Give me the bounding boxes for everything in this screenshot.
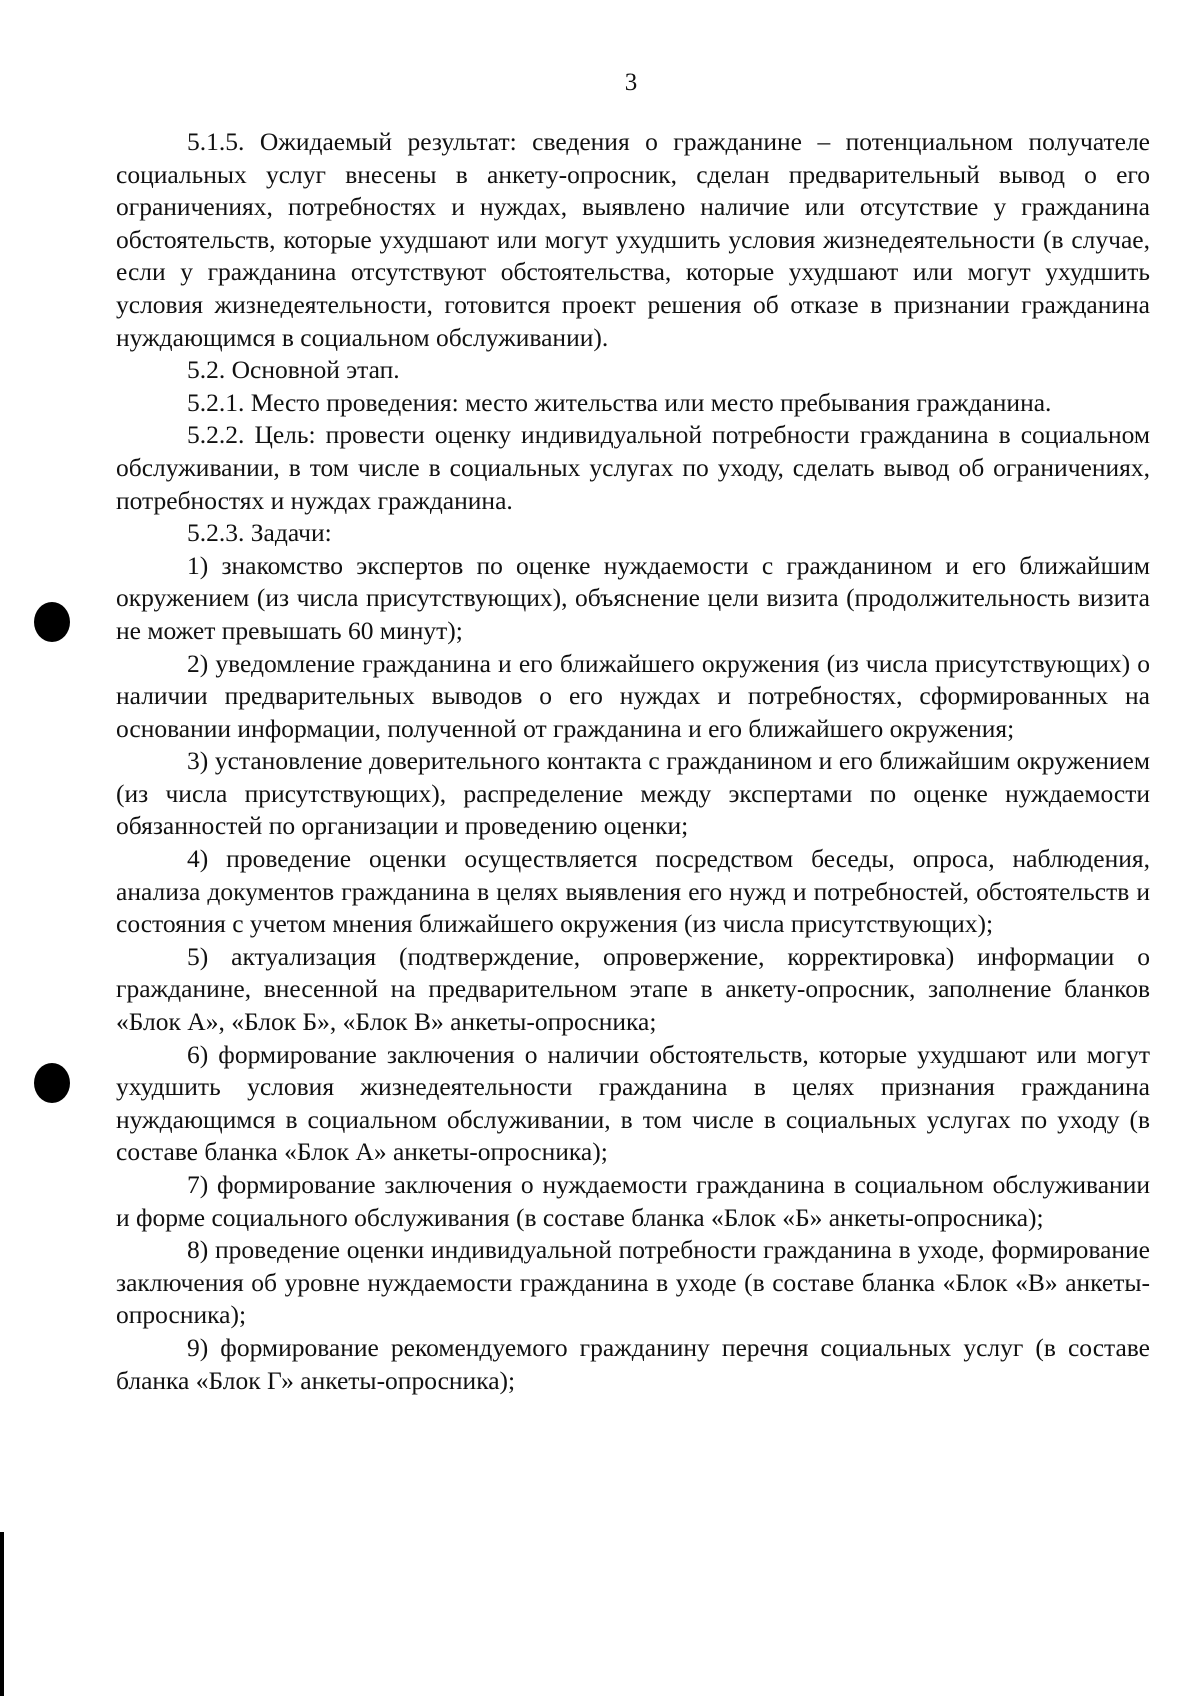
punch-hole-mark — [34, 602, 70, 642]
paragraph-goal: 5.2.2. Цель: провести оценку индивидуальной потребности гражданина в социальном обслуживании, в том числе в социальных услугах по уходу, сделать вывод об ограничениях, потребностях и нуждах гражданина. — [116, 420, 1150, 515]
section-heading-main-stage: 5.2. Основной этап. — [187, 355, 400, 385]
document-body — [116, 126, 1150, 1397]
task-item-2: 2) уведомление гражданина и его ближайшего окружения (из числа присутствующих) о наличии предварительных выводов о его нуждах и потребностях, сформированных на основании информации, полученной от гражданина и его ближайшего окружения; — [116, 648, 1150, 743]
paragraph-tasks-heading: 5.2.3. Задачи: — [187, 518, 332, 548]
task-item-1: 1) знакомство экспертов по оценке нуждаемости с гражданином и его ближайшим окружением (из числа присутствующих), объяснение цели визита (продолжительность визита не может превышать 60 минут); — [116, 550, 1150, 645]
task-item-3: 3) установление доверительного контакта с гражданином и его ближайшим окружением (из числа присутствующих), распределение между экспертами по оценке нуждаемости обязанностей по организации и проведению оценки; — [116, 746, 1150, 841]
task-item-5: 5) актуализация (подтверждение, опровержение, корректировка) информации о гражданине, внесенной на предварительном этапе в анкету-опросник, заполнение бланков «Блок А», «Блок Б», «Блок В» анкеты-опросника; — [116, 941, 1150, 1037]
page-number: 3 — [624, 69, 638, 96]
task-item-6: 6) формирование заключения о наличии обстоятельств, которые ухудшают или могут ухудшить условия жизнедеятельности гражданина в целях признания гражданина нуждающимся в социальном обслуживании, в том числе в социальных услугах по уходу (в составе бланка «Блок А» анкеты-опросника); — [116, 1039, 1150, 1167]
punch-hole-mark — [34, 1063, 70, 1103]
task-item-4: 4) проведение оценки осуществляется посредством беседы, опроса, наблюдения, анализа документов гражданина в целях выявления его нужд и потребностей, обстоятельств и состояния с учетом мнения ближайшего окружения (из числа присутствующих); — [116, 844, 1150, 939]
task-item-8: 8) проведение оценки индивидуальной потребности гражданина в уходе, формирование заключения об уровне нуждаемости гражданина в уходе (в составе бланка «Блок «В» анкеты-опросника); — [116, 1235, 1150, 1330]
task-item-7: 7) формирование заключения о нуждаемости гражданина в социальном обслуживании и форме социального обслуживания (в составе бланка «Блок «Б» анкеты-опросника); — [116, 1170, 1150, 1232]
paragraph-location: 5.2.1. Место проведения: место жительства или место пребывания гражданина. — [187, 387, 1052, 417]
paragraph-expected-result: 5.1.5. Ожидаемый результат: сведения о гражданине – потенциальном получателе социальных услуг внесены в анкету-опросник, сделан предварительный вывод о его ограничениях, потребностях и нуждах, выявлено наличие или отсутствие у гражданина обстоятельств, которые ухудшают или могут ухудшить условия жизнедеятельности (в случае, если у гражданина отсутствуют обстоятельства, которые ухудшают или могут ухудшить условия жизнедеятельности, готовится проект решения об отказе в признании гражданина нуждающимся в социальном обслуживании). — [116, 127, 1150, 352]
scan-edge-mark — [0, 1532, 4, 1696]
task-item-9: 9) формирование рекомендуемого гражданину перечня социальных услуг (в составе бланка «Блок Г» анкеты-опросника); — [116, 1332, 1150, 1395]
